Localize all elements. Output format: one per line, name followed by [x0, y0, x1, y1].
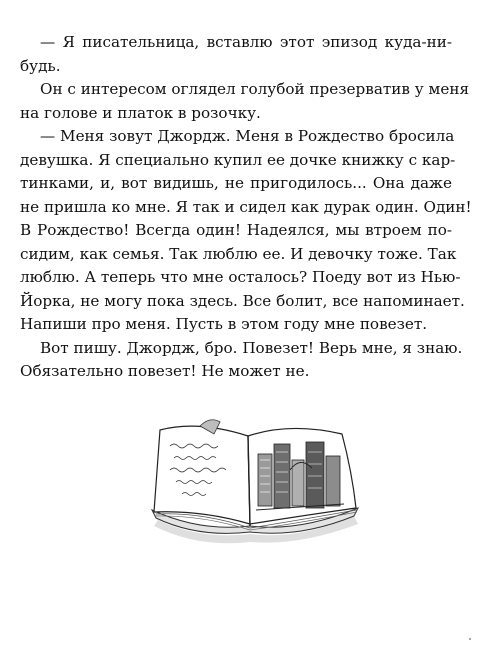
text-line: — Я писательница, вставлю этот эпизод куда-ни- [40, 33, 452, 51]
text-line: Йорка, не могу пока здесь. Все болит, все напоминает. [20, 291, 465, 310]
text-line: не пришла ко мне. Я так и сидел как дурак один. Один! [20, 197, 472, 216]
text-line: — Меня зовут Джордж. Меня в Рождество бросила [40, 127, 455, 145]
text-line: на голове и платок в розочку. [20, 103, 261, 122]
page-mark [469, 638, 471, 640]
text-line: будь. [20, 56, 61, 75]
body-text [20, 31, 472, 384]
text-line: Обязательно повезет! Не может не. [20, 362, 310, 380]
text-line: сидим, как семья. Так люблю ее. И девочку тоже. Так [20, 244, 457, 263]
text-line: В Рождество! Всегда один! Надеялся, мы втроем по- [20, 221, 452, 239]
text-line: девушка. Я специально купил ее дочке книжку с кар- [20, 150, 456, 169]
text-line: тинками, и, вот видишь, не пригодилось... Она даже [20, 174, 452, 192]
text-line: Вот пишу. Джордж, бро. Повезет! Верь мне, я знаю. [40, 338, 463, 357]
text-line: Он с интересом оглядел голубой презерватив у меня [40, 80, 470, 98]
text-line: люблю. А теперь что мне осталось? Поеду вот из Нью- [20, 268, 461, 286]
book-left-page [154, 426, 250, 524]
open-book-illustration [140, 412, 370, 547]
text-line: Напиши про меня. Пусть в этом году мне повезет. [20, 315, 428, 333]
